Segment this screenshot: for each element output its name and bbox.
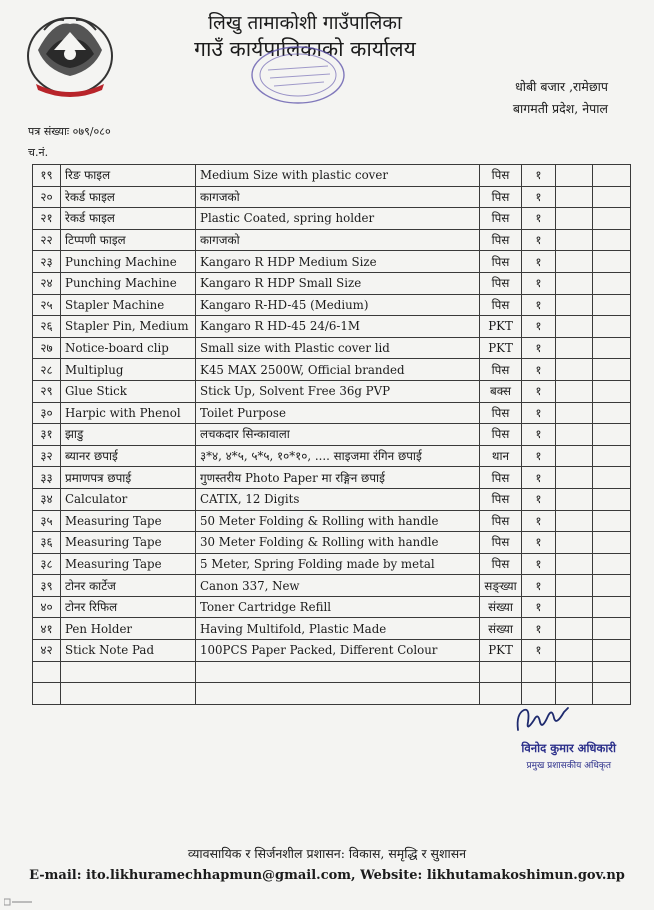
items-table-body bbox=[33, 165, 631, 705]
quantity-cell: १ bbox=[522, 294, 556, 316]
blank-cell bbox=[556, 272, 593, 294]
table-row bbox=[33, 553, 631, 575]
table-row bbox=[33, 359, 631, 381]
table-row bbox=[33, 186, 631, 208]
blank-cell bbox=[556, 596, 593, 618]
office-address bbox=[513, 76, 608, 120]
serial-number-cell: ३२ bbox=[33, 445, 61, 467]
blank-cell bbox=[556, 553, 593, 575]
blank-cell bbox=[593, 467, 631, 489]
quantity-cell: १ bbox=[522, 272, 556, 294]
blank-cell bbox=[556, 402, 593, 424]
quantity-cell: १ bbox=[522, 316, 556, 338]
unit-cell: पिस bbox=[480, 229, 522, 251]
table-row bbox=[33, 445, 631, 467]
blank-cell bbox=[556, 618, 593, 640]
blank-cell bbox=[593, 359, 631, 381]
item-spec-cell: 30 Meter Folding & Rolling with handle bbox=[196, 532, 480, 554]
serial-number-cell: ३५ bbox=[33, 510, 61, 532]
table-row bbox=[33, 618, 631, 640]
blank-cell bbox=[556, 208, 593, 230]
serial-number-cell: २५ bbox=[33, 294, 61, 316]
quantity-cell: १ bbox=[522, 445, 556, 467]
unit-cell: PKT bbox=[480, 640, 522, 662]
quantity-cell: १ bbox=[522, 251, 556, 273]
unit-cell: पिस bbox=[480, 424, 522, 446]
item-name-cell: Notice-board clip bbox=[61, 337, 196, 359]
blank-cell bbox=[196, 661, 480, 683]
unit-cell: बक्स bbox=[480, 380, 522, 402]
quantity-cell: १ bbox=[522, 510, 556, 532]
table-row bbox=[33, 229, 631, 251]
item-name-cell: Measuring Tape bbox=[61, 510, 196, 532]
table-row bbox=[33, 424, 631, 446]
blank-cell bbox=[556, 445, 593, 467]
item-spec-cell: लचकदार सिन्कावाला bbox=[196, 424, 480, 446]
quantity-cell: १ bbox=[522, 553, 556, 575]
item-name-cell: रेकर्ड फाइल bbox=[61, 208, 196, 230]
item-name-cell: झाडु bbox=[61, 424, 196, 446]
item-spec-cell: 5 Meter, Spring Folding made by metal bbox=[196, 553, 480, 575]
address-line-2: बागमती प्रदेश, नेपाल bbox=[512, 101, 608, 116]
blank-cell bbox=[593, 337, 631, 359]
serial-number-cell: ३६ bbox=[33, 532, 61, 554]
item-spec-cell: Toner Cartridge Refill bbox=[196, 596, 480, 618]
item-spec-cell: कागजको bbox=[196, 186, 480, 208]
blank-cell bbox=[480, 661, 522, 683]
unit-cell: पिस bbox=[480, 272, 522, 294]
unit-cell: पिस bbox=[480, 165, 522, 187]
nepal-emblem-icon bbox=[24, 10, 116, 98]
blank-cell bbox=[593, 510, 631, 532]
blank-cell bbox=[556, 661, 593, 683]
serial-number-cell: २२ bbox=[33, 229, 61, 251]
item-spec-cell: Kangaro R HDP Small Size bbox=[196, 272, 480, 294]
unit-cell: पिस bbox=[480, 294, 522, 316]
item-name-cell: प्रमाणपत्र छपाई bbox=[61, 467, 196, 489]
item-spec-cell: Having Multifold, Plastic Made bbox=[196, 618, 480, 640]
table-row bbox=[33, 165, 631, 187]
blank-cell bbox=[593, 683, 631, 705]
blank-cell bbox=[593, 186, 631, 208]
item-spec-cell: Small size with Plastic cover lid bbox=[196, 337, 480, 359]
serial-number-cell: २३ bbox=[33, 251, 61, 273]
serial-number-cell: २४ bbox=[33, 272, 61, 294]
table-row bbox=[33, 402, 631, 424]
item-spec-cell: Canon 337, New bbox=[196, 575, 480, 597]
items-table bbox=[32, 164, 631, 705]
blank-cell bbox=[556, 532, 593, 554]
table-row bbox=[33, 467, 631, 489]
item-spec-cell: Stick Up, Solvent Free 36g PVP bbox=[196, 380, 480, 402]
item-name-cell: ब्यानर छपाई bbox=[61, 445, 196, 467]
quantity-cell: १ bbox=[522, 488, 556, 510]
item-name-cell: Measuring Tape bbox=[61, 553, 196, 575]
blank-cell bbox=[593, 575, 631, 597]
unit-cell: सङ्ख्या bbox=[480, 575, 522, 597]
footer-motto: व्यावसायिक र सिर्जनशील प्रशासन: विकास, समृद्धि र सुशासन bbox=[187, 846, 467, 861]
handwritten-signature-icon bbox=[512, 700, 572, 738]
item-spec-cell: 100PCS Paper Packed, Different Colour bbox=[196, 640, 480, 662]
item-name-cell: Calculator bbox=[61, 488, 196, 510]
serial-number-cell: २९ bbox=[33, 380, 61, 402]
item-spec-cell: ३*४, ४*५, ५*५, १०*१०, .... साइजमा रंगिन छपाई bbox=[196, 445, 480, 467]
quantity-cell: १ bbox=[522, 640, 556, 662]
signatory-post: प्रमुख प्रशासकीय अधिकृत bbox=[526, 761, 611, 771]
quantity-cell: १ bbox=[522, 337, 556, 359]
blank-cell bbox=[556, 165, 593, 187]
blank-cell bbox=[61, 683, 196, 705]
item-name-cell: Stick Note Pad bbox=[61, 640, 196, 662]
empty-table-row bbox=[33, 661, 631, 683]
blank-cell bbox=[556, 510, 593, 532]
table-row bbox=[33, 208, 631, 230]
item-spec-cell: गुणस्तरीय Photo Paper मा रङ्गिन छपाई bbox=[196, 467, 480, 489]
unit-cell: पिस bbox=[480, 359, 522, 381]
item-name-cell: टोनर कार्टेज bbox=[61, 575, 196, 597]
unit-cell: पिस bbox=[480, 402, 522, 424]
blank-cell bbox=[593, 424, 631, 446]
quantity-cell: १ bbox=[522, 532, 556, 554]
quantity-cell: १ bbox=[522, 424, 556, 446]
item-spec-cell: Medium Size with plastic cover bbox=[196, 165, 480, 187]
item-spec-cell: Kangaro R-HD-45 (Medium) bbox=[196, 294, 480, 316]
blank-cell bbox=[593, 618, 631, 640]
serial-number-cell: ३९ bbox=[33, 575, 61, 597]
item-name-cell: टोनर रिफिल bbox=[61, 596, 196, 618]
table-row bbox=[33, 596, 631, 618]
item-name-cell: Measuring Tape bbox=[61, 532, 196, 554]
blank-cell bbox=[593, 445, 631, 467]
serial-number-cell: २१ bbox=[33, 208, 61, 230]
quantity-cell: १ bbox=[522, 618, 556, 640]
blank-cell bbox=[593, 402, 631, 424]
serial-number-cell: ४१ bbox=[33, 618, 61, 640]
table-row bbox=[33, 488, 631, 510]
item-name-cell: टिप्पणी फाइल bbox=[61, 229, 196, 251]
blank-cell bbox=[556, 359, 593, 381]
serial-number-cell: ३० bbox=[33, 402, 61, 424]
dispatch-number-label: च.नं. bbox=[28, 146, 49, 159]
item-name-cell: Punching Machine bbox=[61, 251, 196, 273]
blank-cell bbox=[556, 488, 593, 510]
blank-cell bbox=[556, 640, 593, 662]
item-name-cell: रिङ फाइल bbox=[61, 165, 196, 187]
table-row bbox=[33, 294, 631, 316]
serial-number-cell: ४० bbox=[33, 596, 61, 618]
unit-cell: पिस bbox=[480, 532, 522, 554]
unit-cell: पिस bbox=[480, 251, 522, 273]
municipality-name: लिखु तामाकोशी गाउँपालिका bbox=[208, 12, 402, 34]
table-row bbox=[33, 380, 631, 402]
serial-number-cell: ३४ bbox=[33, 488, 61, 510]
blank-cell bbox=[556, 424, 593, 446]
quantity-cell: १ bbox=[522, 229, 556, 251]
quantity-cell: १ bbox=[522, 467, 556, 489]
item-spec-cell: Toilet Purpose bbox=[196, 402, 480, 424]
unit-cell: पिस bbox=[480, 208, 522, 230]
blank-cell bbox=[33, 661, 61, 683]
quantity-cell: १ bbox=[522, 208, 556, 230]
unit-cell: पिस bbox=[480, 510, 522, 532]
table-row bbox=[33, 272, 631, 294]
unit-cell: पिस bbox=[480, 467, 522, 489]
unit-cell: PKT bbox=[480, 316, 522, 338]
quantity-cell: १ bbox=[522, 596, 556, 618]
item-name-cell: Pen Holder bbox=[61, 618, 196, 640]
serial-number-cell: १९ bbox=[33, 165, 61, 187]
blank-cell bbox=[556, 467, 593, 489]
blank-cell bbox=[556, 337, 593, 359]
blank-cell bbox=[593, 316, 631, 338]
blank-cell bbox=[593, 596, 631, 618]
unit-cell: PKT bbox=[480, 337, 522, 359]
item-spec-cell: कागजको bbox=[196, 229, 480, 251]
serial-number-cell: २६ bbox=[33, 316, 61, 338]
blank-cell bbox=[556, 575, 593, 597]
item-name-cell: रेकर्ड फाइल bbox=[61, 186, 196, 208]
item-name-cell: Stapler Machine bbox=[61, 294, 196, 316]
blank-cell bbox=[556, 186, 593, 208]
blank-cell bbox=[33, 683, 61, 705]
item-name-cell: Stapler Pin, Medium bbox=[61, 316, 196, 338]
quantity-cell: १ bbox=[522, 380, 556, 402]
quantity-cell: १ bbox=[522, 402, 556, 424]
blank-cell bbox=[593, 208, 631, 230]
table-row bbox=[33, 337, 631, 359]
item-spec-cell: Kangaro R HDP Medium Size bbox=[196, 251, 480, 273]
quantity-cell: १ bbox=[522, 186, 556, 208]
blank-cell bbox=[593, 165, 631, 187]
blank-cell bbox=[593, 553, 631, 575]
blank-cell bbox=[593, 294, 631, 316]
item-spec-cell: Kangaro R HD-45 24/6-1M bbox=[196, 316, 480, 338]
unit-cell: पिस bbox=[480, 553, 522, 575]
item-spec-cell: CATIX, 12 Digits bbox=[196, 488, 480, 510]
office-name: गाउँ कार्यपालिकाको कार्यालय bbox=[194, 37, 416, 61]
blank-cell bbox=[556, 380, 593, 402]
blank-cell bbox=[593, 640, 631, 662]
letter-reference-number: पत्र संख्याः ०७९/०८० bbox=[28, 125, 111, 138]
table-row bbox=[33, 532, 631, 554]
item-spec-cell: Plastic Coated, spring holder bbox=[196, 208, 480, 230]
blank-cell bbox=[522, 661, 556, 683]
table-row bbox=[33, 510, 631, 532]
footer-contact: E-mail: ito.likhuramechhapmun@gmail.com, Website: likhutamakoshimun.gov.np bbox=[29, 868, 625, 883]
item-name-cell: Punching Machine bbox=[61, 272, 196, 294]
item-name-cell: Glue Stick bbox=[61, 380, 196, 402]
scanner-watermark-icon bbox=[4, 898, 34, 906]
office-stamp-icon bbox=[248, 44, 348, 106]
signatory-name: विनोद कुमार अधिकारी bbox=[521, 741, 616, 755]
serial-number-cell: ३८ bbox=[33, 553, 61, 575]
serial-number-cell: २७ bbox=[33, 337, 61, 359]
serial-number-cell: ३३ bbox=[33, 467, 61, 489]
signatory-block bbox=[521, 741, 616, 771]
item-name-cell: Multiplug bbox=[61, 359, 196, 381]
unit-cell: पिस bbox=[480, 488, 522, 510]
blank-cell bbox=[593, 229, 631, 251]
serial-number-cell: २८ bbox=[33, 359, 61, 381]
blank-cell bbox=[196, 683, 480, 705]
table-row bbox=[33, 640, 631, 662]
quantity-cell: १ bbox=[522, 575, 556, 597]
table-row bbox=[33, 575, 631, 597]
blank-cell bbox=[556, 316, 593, 338]
item-name-cell: Harpic with Phenol bbox=[61, 402, 196, 424]
blank-cell bbox=[556, 251, 593, 273]
unit-cell: संख्या bbox=[480, 596, 522, 618]
serial-number-cell: २० bbox=[33, 186, 61, 208]
table-row bbox=[33, 316, 631, 338]
blank-cell bbox=[593, 488, 631, 510]
table-row bbox=[33, 251, 631, 273]
blank-cell bbox=[593, 661, 631, 683]
quantity-cell: १ bbox=[522, 165, 556, 187]
unit-cell: थान bbox=[480, 445, 522, 467]
address-line-1: धोबी बजार ,रामेछाप bbox=[515, 79, 608, 94]
blank-cell bbox=[556, 294, 593, 316]
unit-cell: संख्या bbox=[480, 618, 522, 640]
blank-cell bbox=[556, 229, 593, 251]
serial-number-cell: ४२ bbox=[33, 640, 61, 662]
blank-cell bbox=[593, 532, 631, 554]
quantity-cell: १ bbox=[522, 359, 556, 381]
serial-number-cell: ३१ bbox=[33, 424, 61, 446]
blank-cell bbox=[61, 661, 196, 683]
unit-cell: पिस bbox=[480, 186, 522, 208]
blank-cell bbox=[593, 272, 631, 294]
blank-cell bbox=[593, 380, 631, 402]
blank-cell bbox=[593, 251, 631, 273]
item-spec-cell: K45 MAX 2500W, Official branded bbox=[196, 359, 480, 381]
item-spec-cell: 50 Meter Folding & Rolling with handle bbox=[196, 510, 480, 532]
